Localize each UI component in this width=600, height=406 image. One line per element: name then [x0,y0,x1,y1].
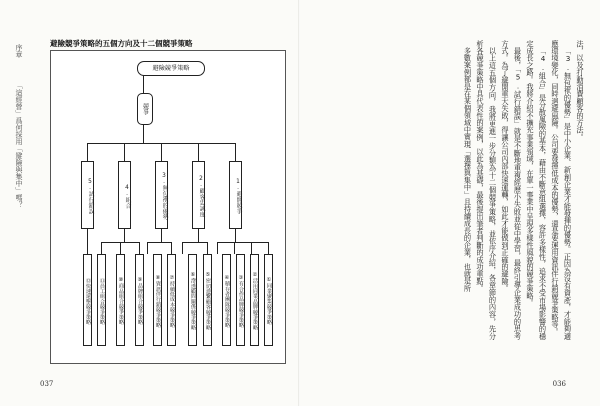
connector-line [198,229,199,242]
strategy-1: ①同業聚集競爭策略 [264,254,273,346]
paragraph: 多數案例都是在某個領域中實現「選擇與集中」且持續成長的企業，也就是所 [463,47,473,292]
strategy-8: ⑧資訊伴行銷競爭策略 [153,254,162,346]
connector-line [217,242,218,254]
paragraph: 以上這五個方向，我將更進一步分類為十二個競爭策略，並依序介紹，各章節的內容，先分析各競爭策略中具代表性的案例，以此為基礎，最後提出筆者判斷的成功重點。 [476,40,498,340]
connector-line [182,242,207,243]
paragraph: 「3.無包袱的優勢」是中小企業、新創企業才能發揮的優勢。正因為沒有資產，才能夠適應環境變化，同時迴避風險。公司要發揮低成本的優勢，還是要運用資訊伴行銷競爭策略等。 [551,40,573,340]
connector-line [143,124,144,143]
right-page [300,0,600,406]
connector-line [124,229,125,242]
paragraph: 法，以及打動消費顧客的方法。 [576,40,585,141]
connector-line [251,242,252,254]
connector-line [87,143,88,161]
direction-4: 4.組合 [118,161,131,229]
strategy-6: ⑥滲透顧問關係競爭策略 [188,254,197,346]
connector-line [101,242,102,254]
direction-2: 2.顧客忠誠度 [192,161,205,229]
strategy-5: ⑤密切連繫顧客競爭策略 [203,254,212,346]
connector-line [161,229,162,242]
direction-3: 3.無包袱的優勢 [155,161,168,229]
strategy-2: ②活用同業品牌競爭策略 [250,254,259,346]
connector-line [147,242,171,243]
connector-line [234,242,235,254]
connector-line [235,143,236,161]
connector-line [161,143,162,161]
strategy-11: ⑪員工組合競爭策略 [97,254,106,346]
connector-line [147,242,148,254]
connector-line [171,242,172,254]
strategy-9: ⑨品牌組合競爭策略 [135,254,144,346]
connector-line [139,242,140,254]
connector-line [235,229,236,242]
connector-line [182,242,183,254]
connector-line [143,75,144,93]
page-number-right: 036 [552,380,566,388]
connector-line [87,229,88,254]
connector-line [217,242,268,243]
connector-line [120,242,121,254]
body-text [461,40,586,340]
running-header-title: 「這經營」爲何採用「避險與集中」嗎？ [15,82,23,208]
strategy-4: ④積存者團隊競爭策略 [222,254,231,346]
root-node: 避險競爭策略 [137,61,205,76]
connector-line [207,242,208,254]
strategy-7: ⑦持續低成本競爭策略 [167,254,176,346]
figure-title: 避險競爭策略的五個方向及十二個競爭策略 [50,39,193,48]
competition-node: 競爭 [137,93,153,125]
page-number-left: 037 [40,380,54,388]
paragraph: 最後，「5.試行錯誤」就是不斷地重複經歷小失敗並從中學習，最終引導企業成功的思考方式。為了避開重大失敗，得讓公司內部快速運轉，如此才能做到正確的避險。 [501,40,523,340]
paragraph: 「4.組合」是分散風險的基本，藉由不斷意組選擇，容許多樣性，追求不受市場影響的穩定成長之路。我將介紹不擴充事業領域，在單一事業中呈現多樣性風貌的競爭策略。 [526,40,548,340]
connector-line [124,143,125,161]
direction-1: 1.避開競爭 [229,161,242,229]
strategy-3: ③有合作品牌競爭策略 [236,254,245,346]
connector-line [268,242,269,254]
strategy-10: ⑩商品組合競爭策略 [116,254,125,346]
direction-5: 5.試行錯誤 [81,161,94,229]
running-header-chapter: 序章 [15,44,23,58]
connector-line [198,143,199,161]
running-header [14,44,23,208]
figure-frame [50,50,286,364]
strategy-12: ⑫快速還擊競爭策略 [83,254,92,346]
